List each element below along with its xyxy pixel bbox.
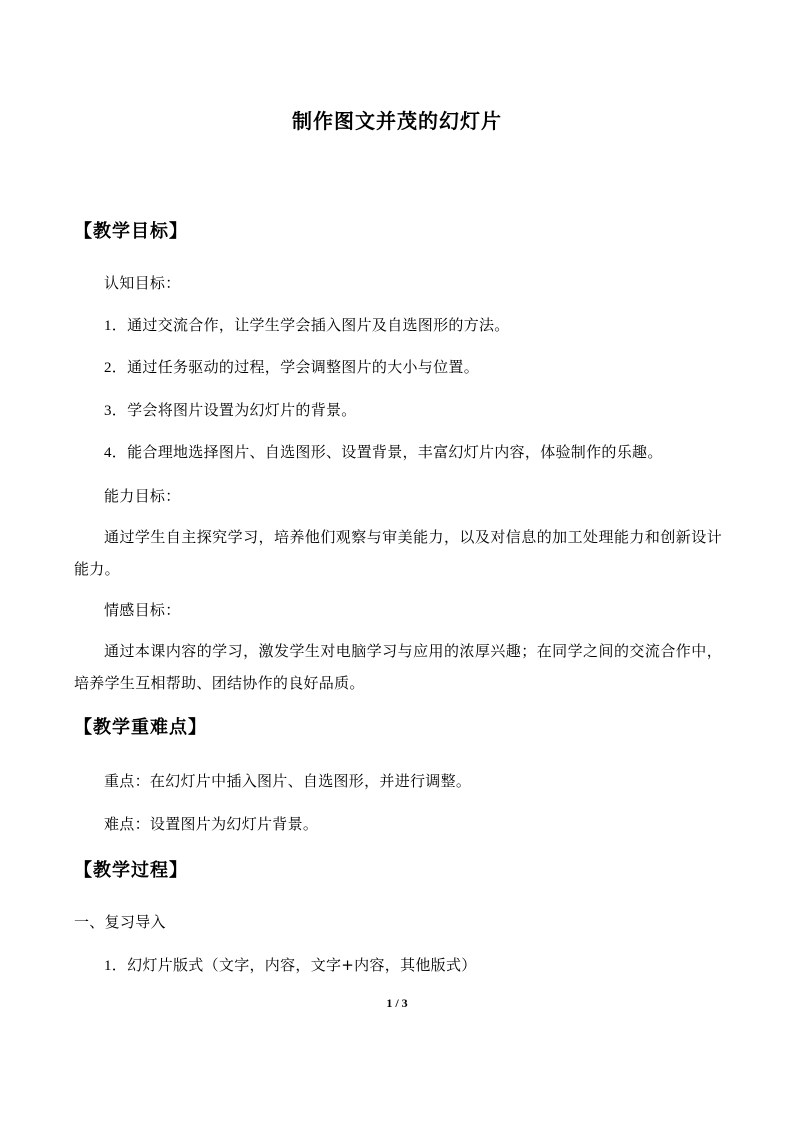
item-number: 2．	[104, 360, 128, 376]
heading-teaching-process: 【教学过程】	[74, 860, 188, 881]
document-title: 制作图文并茂的幻灯片	[292, 109, 502, 133]
item-text: 学会将图片设置为幻灯片的背景。	[127, 401, 357, 419]
item-number: 1．	[104, 318, 128, 334]
key-point-difficulty: 难点：设置图片为幻灯片背景。	[104, 815, 319, 833]
cognitive-item-3	[104, 399, 357, 420]
item-number: 1．	[104, 958, 128, 974]
cognitive-item-2	[104, 356, 479, 377]
emotion-objectives-label: 情感目标：	[104, 601, 181, 619]
ability-objectives-text: 通过学生自主探究学习，培养他们观察与审美能力，以及对信息的加工处理能力和创新设计能力。	[74, 528, 722, 578]
item-text: 能合理地选择图片、自选图形、设置背景，丰富幻灯片内容，体验制作的乐趣。	[127, 443, 663, 461]
cognitive-item-4	[104, 441, 663, 462]
item-number: 3．	[104, 403, 128, 419]
heading-key-difficult-points: 【教学重难点】	[74, 717, 207, 738]
heading-teaching-objectives: 【教学目标】	[74, 221, 188, 242]
cognitive-item-1	[104, 314, 510, 335]
key-point-focus: 重点：在幻灯片中插入图片、自选图形，并进行调整。	[104, 772, 472, 790]
item-text: 幻灯片版式（文字，内容，文字+内容，其他版式）	[127, 956, 477, 974]
process-step-review: 一、复习导入	[74, 913, 166, 931]
item-text: 通过任务驱动的过程，学会调整图片的大小与位置。	[127, 358, 480, 376]
emotion-objectives-text: 通过本课内容的学习，激发学生对电脑学习与应用的浓厚兴趣；在同学之间的交流合作中，培养学生互相帮助、团结协作的良好品质。	[74, 642, 722, 692]
ability-objectives-label: 能力目标：	[104, 487, 181, 505]
item-number: 4．	[104, 445, 128, 461]
cognitive-objectives-label: 认知目标：	[104, 274, 181, 292]
process-item-1	[104, 954, 477, 975]
item-text: 通过交流合作，让学生学会插入图片及自选图形的方法。	[127, 316, 510, 334]
page-number: 1 / 3	[386, 996, 408, 1010]
